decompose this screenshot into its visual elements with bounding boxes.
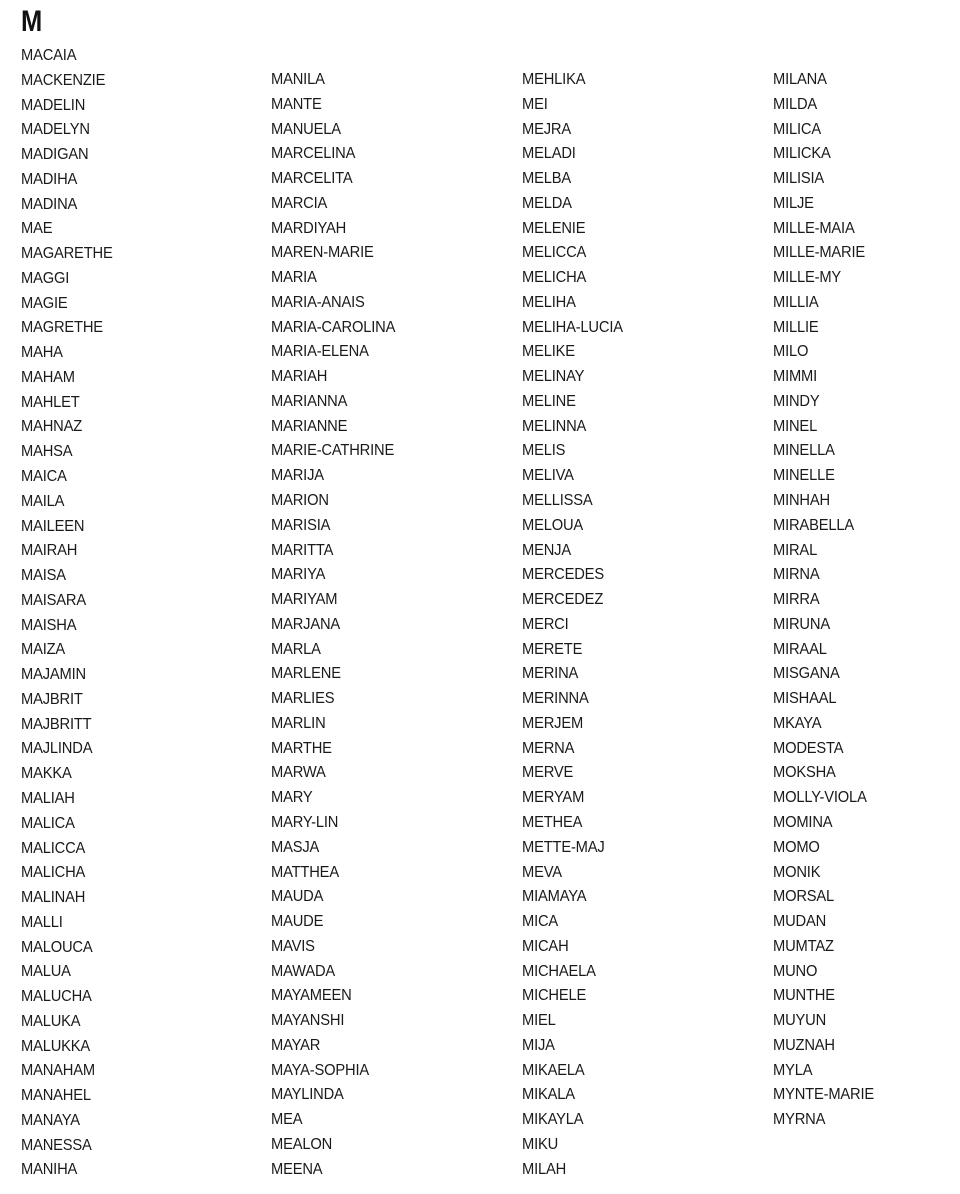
name-list-item: MILICKA xyxy=(773,145,831,163)
name-list-item: MERINA xyxy=(522,665,579,683)
name-list-item: MILLIE xyxy=(773,318,819,336)
name-list-item: MARIANNA xyxy=(271,392,348,410)
name-column-2 xyxy=(271,68,406,1182)
name-list-item: MAIRAH xyxy=(21,542,78,560)
name-list-item: MELIKE xyxy=(522,343,575,361)
name-list-item: MERJEM xyxy=(522,714,584,732)
name-list-item: MICHAELA xyxy=(522,962,596,980)
name-list-item: MAUDE xyxy=(271,913,324,931)
name-list-item: MARIA-ANAIS xyxy=(271,293,365,311)
name-list-item: MAYAMEEN xyxy=(271,987,352,1005)
name-list-item: MARCELINA xyxy=(271,145,356,163)
name-list-item: MERVE xyxy=(522,764,574,782)
name-list-item: MARIA-ELENA xyxy=(271,343,369,361)
name-list-item: MARLIN xyxy=(271,714,326,732)
name-list-item: MUNTHE xyxy=(773,987,835,1005)
name-list-item: MAGIE xyxy=(21,294,68,312)
name-list-item: MARION xyxy=(271,492,329,510)
name-list-item: MIRNA xyxy=(773,566,820,584)
name-list-item: MINELLA xyxy=(773,442,835,460)
name-list-item: MERCEDEZ xyxy=(522,591,604,609)
name-list-item: MELBA xyxy=(522,170,571,188)
name-list-item: MYLA xyxy=(773,1061,813,1079)
name-list-item: MERINNA xyxy=(522,690,589,708)
name-list-item: MIAMAYA xyxy=(522,888,587,906)
name-list-item: MELADI xyxy=(522,145,576,163)
name-list-item: MACKENZIE xyxy=(21,71,106,89)
name-list-item: MAWADA xyxy=(271,962,336,980)
name-list-item: MAHAM xyxy=(21,368,75,386)
name-list-item: MONIK xyxy=(773,863,821,881)
name-list-item: MELINE xyxy=(522,392,576,410)
name-list-item: MIMMI xyxy=(773,368,818,386)
name-list-item: MISGANA xyxy=(773,665,840,683)
name-list-item: MUZNAH xyxy=(773,1036,835,1054)
name-list-item: MILLIA xyxy=(773,293,819,311)
name-list-item: MAISHA xyxy=(21,616,77,634)
name-list-item: MIRRA xyxy=(773,591,820,609)
name-list-item: MARTHE xyxy=(271,739,332,757)
name-list-item: MILICA xyxy=(773,120,821,138)
name-list-item: MORSAL xyxy=(773,888,835,906)
section-letter-heading: M xyxy=(21,5,43,38)
name-list-item: MILLE-MARIE xyxy=(773,244,866,262)
name-list-item: MADIHA xyxy=(21,170,78,188)
name-list-item: MALUCHA xyxy=(21,988,92,1006)
name-list-item: MEI xyxy=(522,95,548,113)
name-list-item: MAISARA xyxy=(21,591,86,609)
name-list-item: MIKU xyxy=(522,1135,559,1153)
name-list-item: MILLE-MAIA xyxy=(773,219,855,237)
name-list-item: MYNTE-MARIE xyxy=(773,1086,875,1104)
name-list-item: MAICA xyxy=(21,468,67,486)
name-list-item: MAGARETHE xyxy=(21,245,113,263)
name-list-item: MADELYN xyxy=(21,121,90,139)
name-list-item: MAISA xyxy=(21,567,66,585)
name-list-item: MARISIA xyxy=(271,516,331,534)
name-list-item: MARY-LIN xyxy=(271,813,339,831)
name-list-item: MARLENE xyxy=(271,665,341,683)
name-list-item: MAILA xyxy=(21,492,65,510)
name-list-item: MAREN-MARIE xyxy=(271,244,374,262)
name-list-item: MAYLINDA xyxy=(271,1086,344,1104)
name-list-item: MANTE xyxy=(271,95,322,113)
name-list-item: MASJA xyxy=(271,838,320,856)
name-list-item: MELICCA xyxy=(522,244,587,262)
name-list-item: MOKSHA xyxy=(773,764,836,782)
name-list-item: MIKAELA xyxy=(522,1061,585,1079)
name-list-item: MEA xyxy=(271,1111,303,1129)
name-list-item: MELIHA-LUCIA xyxy=(522,318,623,336)
name-list-item: MAHLET xyxy=(21,393,80,411)
name-list-item: MICA xyxy=(522,913,559,931)
name-list-item: MARIYAM xyxy=(271,591,338,609)
name-list-item: MAHSA xyxy=(21,443,73,461)
name-column-4 xyxy=(773,68,883,1133)
name-list-item: MANAYA xyxy=(21,1111,80,1129)
name-list-item: MELOUA xyxy=(522,516,584,534)
name-list-item: MADIGAN xyxy=(21,146,89,164)
name-list-item: MICAH xyxy=(522,937,569,955)
name-list-item: MILISIA xyxy=(773,170,825,188)
name-list-item: MANAHAM xyxy=(21,1062,95,1080)
name-list-item: MAUDA xyxy=(271,888,324,906)
name-list-item: MINEL xyxy=(773,417,818,435)
name-list-item: MADINA xyxy=(21,195,78,213)
name-list-item: MYRNA xyxy=(773,1111,826,1129)
name-list-item: MICHELE xyxy=(522,987,587,1005)
name-list-item: MKAYA xyxy=(773,714,822,732)
name-list-item: MARIA-CAROLINA xyxy=(271,318,396,336)
name-list-item: MAYANSHI xyxy=(271,1012,345,1030)
name-list-item: MUNO xyxy=(773,962,818,980)
name-list-item: MALUKA xyxy=(21,1012,81,1030)
name-list-item: MELINAY xyxy=(522,368,585,386)
name-list-item: MANAHEL xyxy=(21,1087,91,1105)
name-list-item: MAIZA xyxy=(21,641,66,659)
name-list-item: MALOUCA xyxy=(21,938,93,956)
name-list-item: MARJANA xyxy=(271,615,341,633)
name-list-item: MALICA xyxy=(21,814,75,832)
name-column-1 xyxy=(21,44,121,1183)
name-list-item: MILANA xyxy=(773,71,827,88)
name-list-item: MERCEDES xyxy=(522,566,604,584)
name-list-item: MILJE xyxy=(773,194,814,212)
name-list-item: MISHAAL xyxy=(773,690,837,708)
name-list-item: MAVIS xyxy=(271,937,315,955)
name-list-item: MADELIN xyxy=(21,96,86,114)
name-list-item: METHEA xyxy=(522,813,583,831)
name-list-item: MARLIES xyxy=(271,690,335,708)
name-list-item: MILAH xyxy=(522,1160,567,1178)
name-list-item: MAHA xyxy=(21,344,63,362)
name-list-item: MALINAH xyxy=(21,889,86,907)
name-list-item: MAYAR xyxy=(271,1036,321,1054)
name-list-item: MENJA xyxy=(522,541,571,559)
name-list-item: MAGRETHE xyxy=(21,319,103,337)
name-list-item: MIRABELLA xyxy=(773,516,854,534)
name-list-item: MIRAAL xyxy=(773,640,827,658)
name-list-item: MEVA xyxy=(522,863,562,881)
name-list-item: MARWA xyxy=(271,764,326,782)
name-list-item: MARITTA xyxy=(271,541,334,559)
name-list-item: MINDY xyxy=(773,392,820,410)
name-list-item: MARIA xyxy=(271,269,317,287)
name-list-item: MALICHA xyxy=(21,864,86,882)
name-list-item: MINELLE xyxy=(773,467,835,485)
name-list-item: MAJBRIT xyxy=(21,690,83,708)
name-list-item: MUMTAZ xyxy=(773,937,834,955)
name-list-item: MERCI xyxy=(522,615,569,633)
name-list-item: MELIHA xyxy=(522,293,576,311)
name-list-item: MEHLIKA xyxy=(522,71,586,88)
name-list-item: MODESTA xyxy=(773,739,844,757)
name-list-item: MARCELITA xyxy=(271,170,353,188)
name-list-item: MATTHEA xyxy=(271,863,339,881)
name-list-item: MARIANNE xyxy=(271,417,348,435)
name-list-item: MELLISSA xyxy=(522,492,593,510)
name-list-item: MAKKA xyxy=(21,765,72,783)
name-list-item: MACAIA xyxy=(21,47,77,64)
name-list-item: MUDAN xyxy=(773,913,827,931)
name-list-item: MOMO xyxy=(773,838,820,856)
name-list-item: MANIHA xyxy=(21,1161,78,1179)
name-list-item: MIJA xyxy=(522,1036,555,1054)
name-list-item: MILO xyxy=(773,343,809,361)
name-list-item: MALLI xyxy=(21,913,63,931)
name-list-item: METTE-MAJ xyxy=(522,838,605,856)
name-list-item: MAHNAZ xyxy=(21,418,83,436)
name-list-item: MELENIE xyxy=(522,219,586,237)
name-list-item: MELINNA xyxy=(522,417,587,435)
name-column-3 xyxy=(522,68,632,1182)
name-list-item: MIRUNA xyxy=(773,615,830,633)
name-list-item: MELIS xyxy=(522,442,566,460)
name-list-item: MALUA xyxy=(21,963,71,981)
name-list-item: MAGGI xyxy=(21,269,70,287)
name-list-item: MANESSA xyxy=(21,1136,92,1154)
name-list-item: MOLLY-VIOLA xyxy=(773,789,867,807)
name-list-item: MELDA xyxy=(522,194,572,212)
name-list-item: MAYA-SOPHIA xyxy=(271,1061,370,1079)
name-list-item: MIKALA xyxy=(522,1086,575,1104)
name-list-item: MAJAMIN xyxy=(21,666,86,684)
name-list-item: MARIAH xyxy=(271,368,328,386)
name-list-item: MALICCA xyxy=(21,839,86,857)
name-list-item: MARIE-CATHRINE xyxy=(271,442,395,460)
name-list-item: MEALON xyxy=(271,1135,333,1153)
name-list-item: MEJRA xyxy=(522,120,571,138)
name-list-item: MIKAYLA xyxy=(522,1111,584,1129)
name-list-item: MINHAH xyxy=(773,492,830,510)
name-list-item: MELIVA xyxy=(522,467,574,485)
name-list-item: MILDA xyxy=(773,95,818,113)
name-list-item: MARIJA xyxy=(271,467,324,485)
name-list-item: MAILEEN xyxy=(21,517,85,535)
name-list-item: MUYUN xyxy=(773,1012,827,1030)
name-list-item: MERNA xyxy=(522,739,575,757)
name-list-item: MANILA xyxy=(271,71,325,88)
name-list-item: MAE xyxy=(21,220,53,238)
name-list-item: MARY xyxy=(271,789,313,807)
name-list-item: MERETE xyxy=(522,640,583,658)
name-list-item: MOMINA xyxy=(773,813,833,831)
name-list-item: MERYAM xyxy=(522,789,585,807)
name-list-item: MARLA xyxy=(271,640,321,658)
name-list-item: MIEL xyxy=(522,1012,556,1030)
name-list-item: MAJLINDA xyxy=(21,740,93,758)
name-list-item: MALIAH xyxy=(21,789,75,807)
name-list-item: MALUKKA xyxy=(21,1037,91,1055)
name-list-item: MARIYA xyxy=(271,566,326,584)
name-list-item: MARDIYAH xyxy=(271,219,347,237)
name-list-item: MILLE-MY xyxy=(773,269,842,287)
name-list-item: MEENA xyxy=(271,1160,323,1178)
name-list-item: MIRAL xyxy=(773,541,818,559)
name-list-item: MARCIA xyxy=(271,194,328,212)
name-list-item: MELICHA xyxy=(522,269,587,287)
name-list-item: MANUELA xyxy=(271,120,341,138)
name-list-item: MAJBRITT xyxy=(21,715,92,733)
